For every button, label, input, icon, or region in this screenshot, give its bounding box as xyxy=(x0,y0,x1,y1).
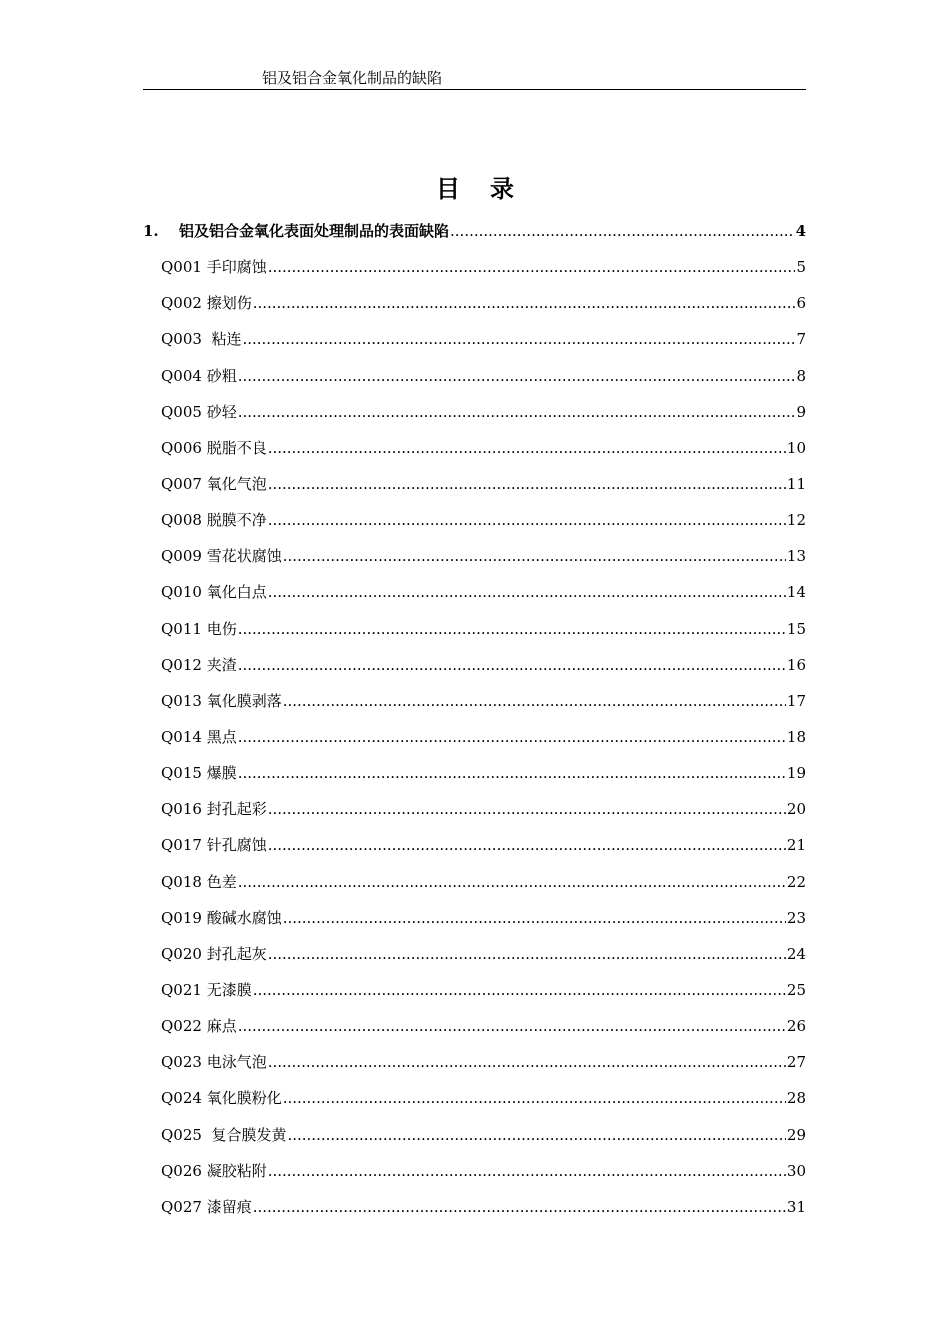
toc-leader-dots xyxy=(268,794,786,824)
toc-leader-dots xyxy=(268,830,786,860)
toc-item-label: Q001 手印腐蚀 xyxy=(161,258,267,277)
toc-item[interactable] xyxy=(143,433,806,469)
toc-item-page: 22 xyxy=(786,872,806,891)
toc-leader-dots xyxy=(268,505,786,535)
toc-leader-dots xyxy=(242,324,795,354)
toc-item-page: 27 xyxy=(786,1053,806,1072)
toc-item-label: Q003 粘连 xyxy=(161,330,242,349)
toc-item-label: Q017 针孔腐蚀 xyxy=(161,836,267,855)
table-of-contents xyxy=(143,216,806,1228)
toc-item-label: Q014 黑点 xyxy=(161,727,237,746)
toc-leader-dots xyxy=(268,469,786,499)
toc-item-label: Q008 脱膜不净 xyxy=(161,511,267,530)
toc-item-label: Q002 擦划伤 xyxy=(161,294,252,313)
toc-item[interactable] xyxy=(143,722,806,758)
toc-leader-dots xyxy=(283,903,786,933)
toc-leader-dots xyxy=(253,1192,786,1222)
toc-item-label: Q021 无漆膜 xyxy=(161,980,252,999)
toc-item[interactable] xyxy=(143,867,806,903)
toc-leader-dots xyxy=(238,867,786,897)
toc-item-label: Q026 凝胶粘附 xyxy=(161,1161,267,1180)
toc-item-page: 14 xyxy=(786,583,806,602)
toc-item-label: Q018 色差 xyxy=(161,872,237,891)
toc-item[interactable] xyxy=(143,903,806,939)
toc-leader-dots xyxy=(268,1047,786,1077)
toc-item-label: Q020 封孔起灰 xyxy=(161,944,267,963)
toc-item[interactable] xyxy=(143,939,806,975)
page-header xyxy=(143,68,806,90)
toc-item-page: 17 xyxy=(786,691,806,710)
toc-item[interactable] xyxy=(143,397,806,433)
toc-leader-dots xyxy=(268,577,786,607)
toc-item-label: Q019 酸碱水腐蚀 xyxy=(161,908,282,927)
toc-item-label: Q009 雪花状腐蚀 xyxy=(161,547,282,566)
toc-item[interactable] xyxy=(143,975,806,1011)
toc-item-page: 23 xyxy=(786,908,806,927)
toc-item[interactable] xyxy=(143,324,806,360)
toc-item-page: 24 xyxy=(786,944,806,963)
toc-item[interactable] xyxy=(143,288,806,324)
toc-leader-dots xyxy=(238,758,786,788)
toc-item-page: 26 xyxy=(786,1017,806,1036)
toc-item[interactable] xyxy=(143,1047,806,1083)
toc-item-label: Q012 夹渣 xyxy=(161,655,237,674)
toc-leader-dots xyxy=(253,975,786,1005)
toc-item[interactable] xyxy=(143,1192,806,1228)
toc-item[interactable] xyxy=(143,541,806,577)
toc-item-page: 19 xyxy=(786,764,806,783)
toc-item-page: 28 xyxy=(786,1089,806,1108)
toc-item-page: 6 xyxy=(796,294,806,313)
toc-item-page: 21 xyxy=(786,836,806,855)
toc-leader-dots xyxy=(450,216,795,246)
toc-item-page: 30 xyxy=(786,1161,806,1180)
toc-leader-dots xyxy=(283,686,786,716)
toc-item-label: Q023 电泳气泡 xyxy=(161,1053,267,1072)
toc-item[interactable] xyxy=(143,1083,806,1119)
toc-leader-dots xyxy=(238,650,786,680)
toc-leader-dots xyxy=(238,722,786,752)
toc-leader-dots xyxy=(287,1120,785,1150)
toc-item[interactable] xyxy=(143,577,806,613)
toc-item[interactable] xyxy=(143,1011,806,1047)
toc-item-page: 9 xyxy=(796,402,806,421)
header-title: 铝及铝合金氧化制品的缺陷 xyxy=(262,69,443,87)
toc-section[interactable] xyxy=(143,216,806,252)
toc-item-label: Q027 漆留痕 xyxy=(161,1197,252,1216)
toc-item-label: Q011 电伤 xyxy=(161,619,237,638)
toc-leader-dots xyxy=(268,1156,786,1186)
toc-item-label: Q016 封孔起彩 xyxy=(161,800,267,819)
toc-item[interactable] xyxy=(143,614,806,650)
toc-item-page: 29 xyxy=(786,1125,806,1144)
toc-section-number: 1. xyxy=(143,222,159,240)
toc-leader-dots xyxy=(238,397,796,427)
toc-item-label: Q010 氧化白点 xyxy=(161,583,267,602)
toc-item-label: Q007 氧化气泡 xyxy=(161,474,267,493)
toc-item[interactable] xyxy=(143,650,806,686)
toc-leader-dots xyxy=(238,1011,786,1041)
toc-item-label: Q013 氧化膜剥落 xyxy=(161,691,282,710)
toc-item-label: Q015 爆膜 xyxy=(161,764,237,783)
toc-item-page: 10 xyxy=(786,438,806,457)
toc-section-page: 4 xyxy=(795,222,806,240)
toc-item[interactable] xyxy=(143,686,806,722)
toc-item-page: 15 xyxy=(786,619,806,638)
toc-item-label: Q005 砂轻 xyxy=(161,402,237,421)
toc-item-page: 8 xyxy=(796,366,806,385)
toc-item[interactable] xyxy=(143,1156,806,1192)
toc-item-label: Q022 麻点 xyxy=(161,1017,237,1036)
toc-item-page: 20 xyxy=(786,800,806,819)
toc-item-label: Q025 复合膜发黄 xyxy=(161,1125,287,1144)
toc-item[interactable] xyxy=(143,1120,806,1156)
toc-item[interactable] xyxy=(143,252,806,288)
toc-item-page: 5 xyxy=(796,258,806,277)
toc-leader-dots xyxy=(283,541,786,571)
toc-item-page: 16 xyxy=(786,655,806,674)
toc-item[interactable] xyxy=(143,361,806,397)
toc-item-page: 12 xyxy=(786,511,806,530)
toc-item[interactable] xyxy=(143,830,806,866)
toc-item[interactable] xyxy=(143,794,806,830)
toc-item-page: 18 xyxy=(786,727,806,746)
toc-leader-dots xyxy=(268,252,796,282)
toc-item[interactable] xyxy=(143,758,806,794)
toc-leader-dots xyxy=(268,939,786,969)
toc-leader-dots xyxy=(253,288,796,318)
toc-title: 目录 xyxy=(436,174,544,203)
toc-item-page: 13 xyxy=(786,547,806,566)
toc-leader-dots xyxy=(238,361,796,391)
toc-item-label: Q006 脱脂不良 xyxy=(161,438,267,457)
toc-item-page: 25 xyxy=(786,980,806,999)
toc-item-page: 31 xyxy=(786,1197,806,1216)
toc-leader-dots xyxy=(283,1083,786,1113)
toc-leader-dots xyxy=(268,433,786,463)
toc-item-label: Q004 砂粗 xyxy=(161,366,237,385)
toc-item[interactable] xyxy=(143,505,806,541)
toc-item-page: 11 xyxy=(786,474,806,493)
toc-item-page: 7 xyxy=(796,330,806,349)
toc-section-label: 铝及铝合金氧化表面处理制品的表面缺陷 xyxy=(179,222,450,240)
toc-leader-dots xyxy=(238,614,786,644)
toc-item-label: Q024 氧化膜粉化 xyxy=(161,1089,282,1108)
toc-item[interactable] xyxy=(143,469,806,505)
